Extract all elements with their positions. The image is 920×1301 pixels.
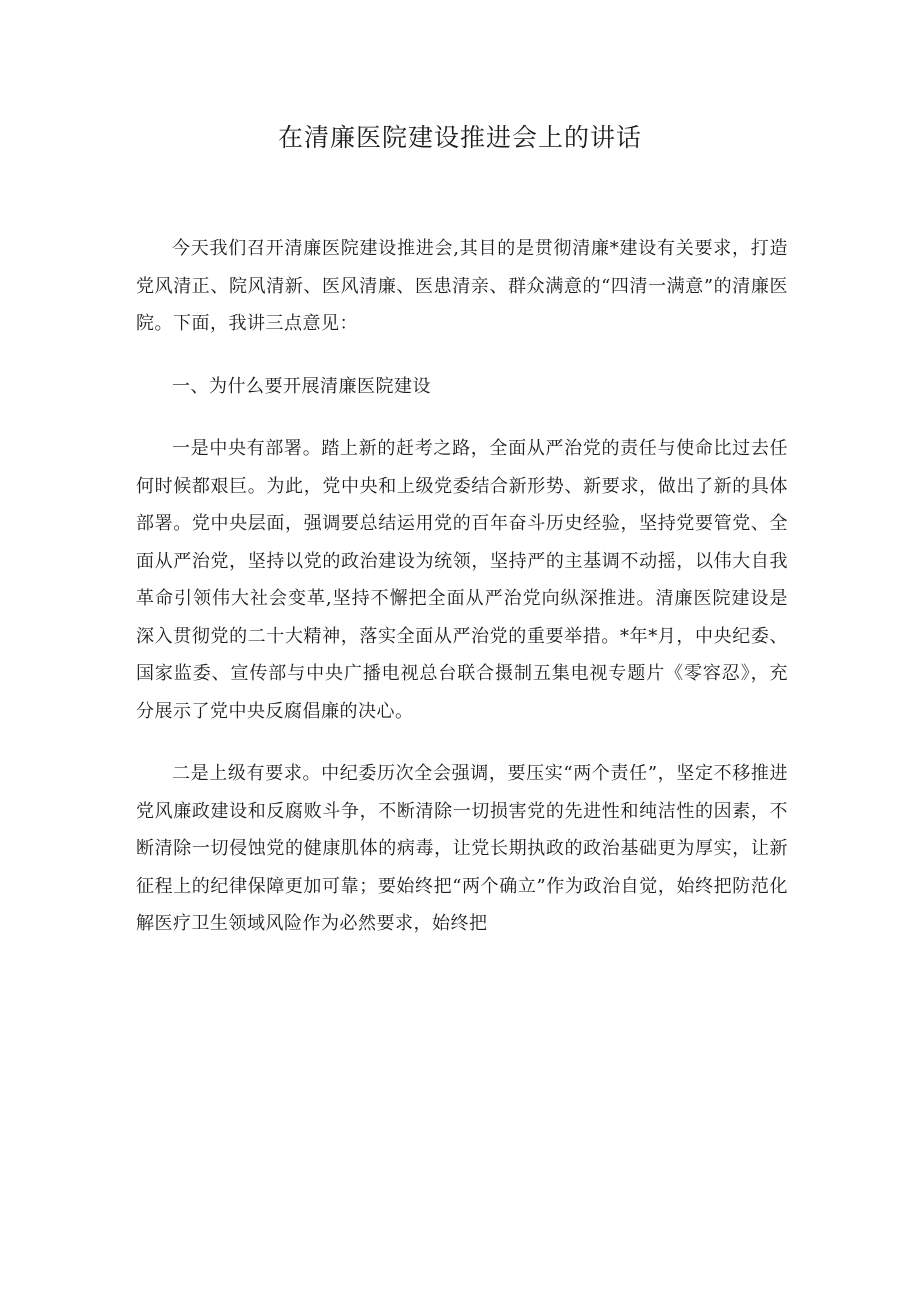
section-heading: 一、为什么要开展清廉医院建设 bbox=[172, 375, 431, 397]
body-paragraph: 二是上级有要求。中纪委历次全会强调，要压实“两个责任”，坚定不移推进党风廉政建设和反腐败斗争，不断清除一切损害党的先进性和纯洁性的因素，不断清除一切侵蚀党的健康肌体的病毒，让党长期执政的政治基础更为厚实，让新征程上的纪律保障更加可靠；要始终把“两个确立”作为政治自觉，始终把防范化解医疗卫生领域风险作为必然要求，始终把 bbox=[136, 763, 788, 934]
document-body bbox=[136, 230, 788, 943]
body-paragraph: 一是中央有部署。踏上新的赶考之路，全面从严治党的责任与使命比过去任何时候都艰巨。为此，党中央和上级党委结合新形势、新要求，做出了新的具体部署。党中央层面，强调要总结运用党的百年奋斗历史经验，坚持党要管党、全面从严治党，坚持以党的政治建设为统领，坚持严的主基调不动摇，以伟大自我革命引领伟大社会变革,坚持不懈把全面从严治党向纵深推进。清廉医院建设是深入贯彻党的二十大精神，落实全面从严治党的重要举措。*年*月，中央纪委、国家监委、宣传部与中央广播电视总台联合摄制五集电视专题片《零容忍》，充分展示了党中央反腐倡廉的决心。 bbox=[136, 438, 788, 722]
paragraph-spacer bbox=[136, 405, 788, 430]
paragraph-spacer bbox=[136, 343, 788, 368]
document-title: 在清廉医院建设推进会上的讲话 bbox=[277, 123, 642, 152]
paragraph-spacer bbox=[136, 730, 788, 755]
intro-paragraph: 今天我们召开清廉医院建设推进会,其目的是贯彻清廉*建设有关要求，打造党风清正、院风清新、医风清廉、医患清亲、群众满意的“四清一满意”的清廉医院。下面，我讲三点意见： bbox=[136, 238, 788, 334]
